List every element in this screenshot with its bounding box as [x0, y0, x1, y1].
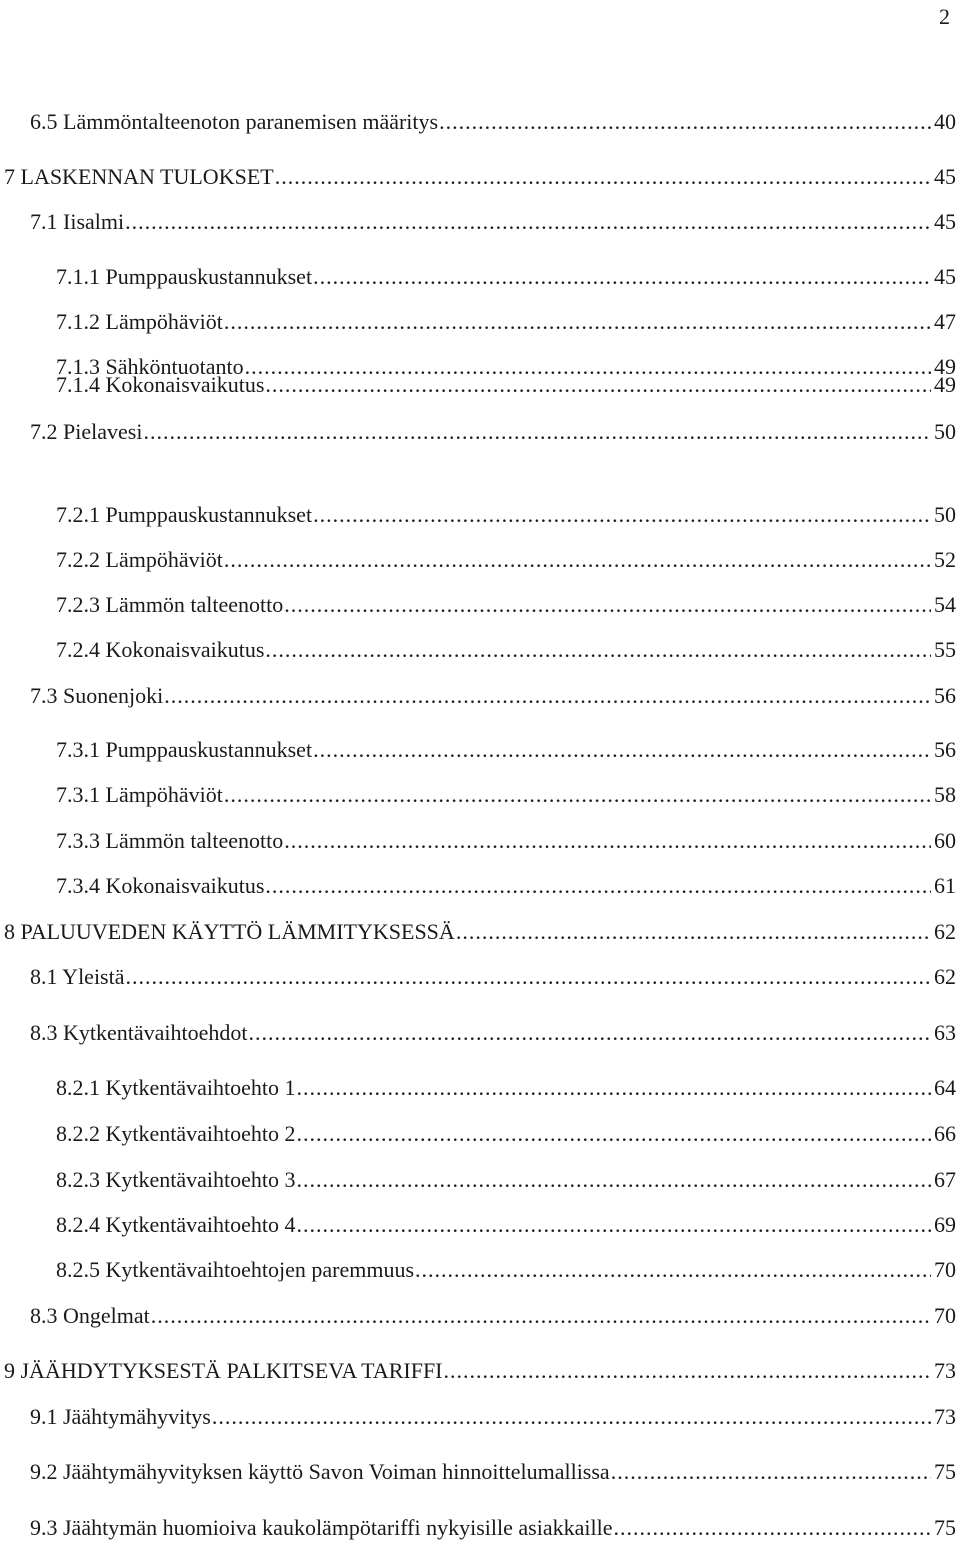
toc-entry-page: 75 [934, 1460, 956, 1484]
toc-entry[interactable] [56, 738, 956, 762]
dot-leader [439, 110, 931, 134]
toc-entry[interactable] [56, 1213, 956, 1237]
toc-entry[interactable] [30, 1516, 956, 1540]
toc-entry-label: 8.2.3 Kytkentävaihtoehto 3 [56, 1168, 296, 1192]
toc-entry-label: 7.1.4 Kokonaisvaikutus [56, 373, 265, 397]
toc-entry-label: 6.5 Lämmöntalteenoton paranemisen määritys [30, 110, 439, 134]
toc-entry-label: 7.2 Pielavesi [30, 420, 143, 444]
dot-leader [212, 1405, 931, 1429]
toc-entry-page: 64 [934, 1076, 956, 1100]
dot-leader [164, 684, 931, 708]
toc-entry-label: 7.1.2 Lämpöhäviöt [56, 310, 223, 334]
dot-leader [143, 420, 931, 444]
toc-entry-page: 54 [934, 593, 956, 617]
toc-entry[interactable] [4, 165, 956, 189]
toc-entry-label: 7.3.1 Lämpöhäviöt [56, 783, 223, 807]
toc-entry-page: 49 [934, 355, 956, 379]
toc-entry[interactable] [30, 1405, 956, 1429]
toc-entry-page: 75 [934, 1516, 956, 1540]
dot-leader [613, 1516, 931, 1540]
dot-leader [284, 829, 931, 853]
toc-entry-page: 67 [934, 1168, 956, 1192]
dot-leader [249, 1021, 931, 1045]
toc-entry-label: 7.3.4 Kokonaisvaikutus [56, 874, 265, 898]
toc-entry-page: 45 [934, 265, 956, 289]
dot-leader [313, 503, 931, 527]
dot-leader [297, 1076, 931, 1100]
toc-entry-page: 55 [934, 638, 956, 662]
toc-entry-label: 9.3 Jäähtymän huomioiva kaukolämpötariffi nykyisille asiakkaille [30, 1516, 613, 1540]
toc-entry-page: 56 [934, 684, 956, 708]
toc-entry-page: 73 [934, 1405, 956, 1429]
toc-entry[interactable] [56, 829, 956, 853]
dot-leader [611, 1460, 931, 1484]
toc-entry-page: 73 [934, 1359, 956, 1383]
dot-leader [224, 310, 931, 334]
toc-entry-label: 7.2.1 Pumppauskustannukset [56, 503, 313, 527]
toc-entry[interactable] [56, 1122, 956, 1146]
toc-entry[interactable] [30, 420, 956, 444]
toc-entry[interactable] [30, 1460, 956, 1484]
toc-entry-label: 9.1 Jäähtymähyvitys [30, 1405, 211, 1429]
toc-entry-label: 8.2.2 Kytkentävaihtoehto 2 [56, 1122, 296, 1146]
toc-entry-page: 56 [934, 738, 956, 762]
toc-entry-label: 9.2 Jäähtymähyvityksen käyttö Savon Voiman hinnoittelumallissa [30, 1460, 610, 1484]
toc-entry-page: 52 [934, 548, 956, 572]
dot-leader [444, 1359, 931, 1383]
dot-leader [265, 373, 931, 397]
toc-entry-page: 49 [934, 373, 956, 397]
toc-entry-label: 8.2.4 Kytkentävaihtoehto 4 [56, 1213, 296, 1237]
toc-entry[interactable] [4, 920, 956, 944]
toc-entry-label: 7.2.4 Kokonaisvaikutus [56, 638, 265, 662]
dot-leader [297, 1168, 931, 1192]
toc-entry[interactable] [30, 965, 956, 989]
toc-entry[interactable] [4, 1359, 956, 1383]
toc-entry-page: 62 [934, 965, 956, 989]
toc-entry-page: 40 [934, 110, 956, 134]
toc-entry[interactable] [56, 593, 956, 617]
toc-entry-page: 62 [934, 920, 956, 944]
toc-entry[interactable] [56, 373, 956, 397]
toc-entry-page: 58 [934, 783, 956, 807]
dot-leader [126, 965, 932, 989]
toc-entry[interactable] [30, 684, 956, 708]
toc-entry-page: 60 [934, 829, 956, 853]
dot-leader [313, 265, 931, 289]
page-number: 2 [939, 4, 950, 29]
dot-leader [265, 638, 931, 662]
toc-entry-label: 7.3.3 Lämmön talteenotto [56, 829, 284, 853]
toc-entry-page: 61 [934, 874, 956, 898]
toc-entry-label: 9 JÄÄHDYTYKSESTÄ PALKITSEVA TARIFFI [4, 1359, 443, 1383]
toc-entry[interactable] [56, 265, 956, 289]
dot-leader [125, 210, 931, 234]
toc-entry[interactable] [56, 1258, 956, 1282]
toc-entry-page: 69 [934, 1213, 956, 1237]
dot-leader [456, 920, 931, 944]
toc-entry-label: 8.3 Ongelmat [30, 1304, 150, 1328]
toc-entry[interactable] [56, 503, 956, 527]
dot-leader [297, 1122, 931, 1146]
toc-entry-page: 50 [934, 420, 956, 444]
toc-entry[interactable] [30, 210, 956, 234]
dot-leader [265, 874, 931, 898]
toc-entry-label: 8.2.5 Kytkentävaihtoehtojen paremmuus [56, 1258, 415, 1282]
dot-leader [313, 738, 931, 762]
toc-entry[interactable] [30, 1021, 956, 1045]
toc-entry-label: 7 LASKENNAN TULOKSET [4, 165, 274, 189]
dot-leader [151, 1304, 931, 1328]
toc-entry-label: 7.2.3 Lämmön talteenotto [56, 593, 284, 617]
toc-entry-label: 8.1 Yleistä [30, 965, 125, 989]
toc-entry[interactable] [30, 110, 956, 134]
toc-entry-label: 8.2.1 Kytkentävaihtoehto 1 [56, 1076, 296, 1100]
toc-entry-label: 7.3.1 Pumppauskustannukset [56, 738, 313, 762]
toc-entry-page: 66 [934, 1122, 956, 1146]
toc-entry-label: 7.2.2 Lämpöhäviöt [56, 548, 223, 572]
toc-entry-page: 45 [934, 165, 956, 189]
toc-entry-page: 47 [934, 310, 956, 334]
toc-entry-label: 8 PALUUVEDEN KÄYTTÖ LÄMMITYKSESSÄ [4, 920, 455, 944]
toc-entry-page: 45 [934, 210, 956, 234]
dot-leader [284, 593, 931, 617]
dot-leader [415, 1258, 931, 1282]
toc-entry[interactable] [56, 783, 956, 807]
toc-entry-page: 70 [934, 1304, 956, 1328]
dot-leader [275, 165, 931, 189]
dot-leader [297, 1213, 931, 1237]
toc-entry[interactable] [30, 1304, 956, 1328]
toc-entry-label: 7.1.1 Pumppauskustannukset [56, 265, 313, 289]
toc-entry-label: 7.1 Iisalmi [30, 210, 125, 234]
toc-entry[interactable] [56, 638, 956, 662]
toc-entry-label: 7.3 Suonenjoki [30, 684, 164, 708]
dot-leader [224, 783, 931, 807]
toc-entry-page: 63 [934, 1021, 956, 1045]
toc-entry[interactable] [56, 548, 956, 572]
toc-entry[interactable] [56, 1076, 956, 1100]
toc-entry-page: 70 [934, 1258, 956, 1282]
toc-entry-label: 8.3 Kytkentävaihtoehdot [30, 1021, 248, 1045]
toc-entry-page: 50 [934, 503, 956, 527]
dot-leader [224, 548, 931, 572]
toc-entry[interactable] [56, 1168, 956, 1192]
toc-entry[interactable] [56, 874, 956, 898]
toc-entry-label: 7.1.3 Sähköntuotanto [56, 355, 244, 379]
toc-entry[interactable] [56, 310, 956, 334]
